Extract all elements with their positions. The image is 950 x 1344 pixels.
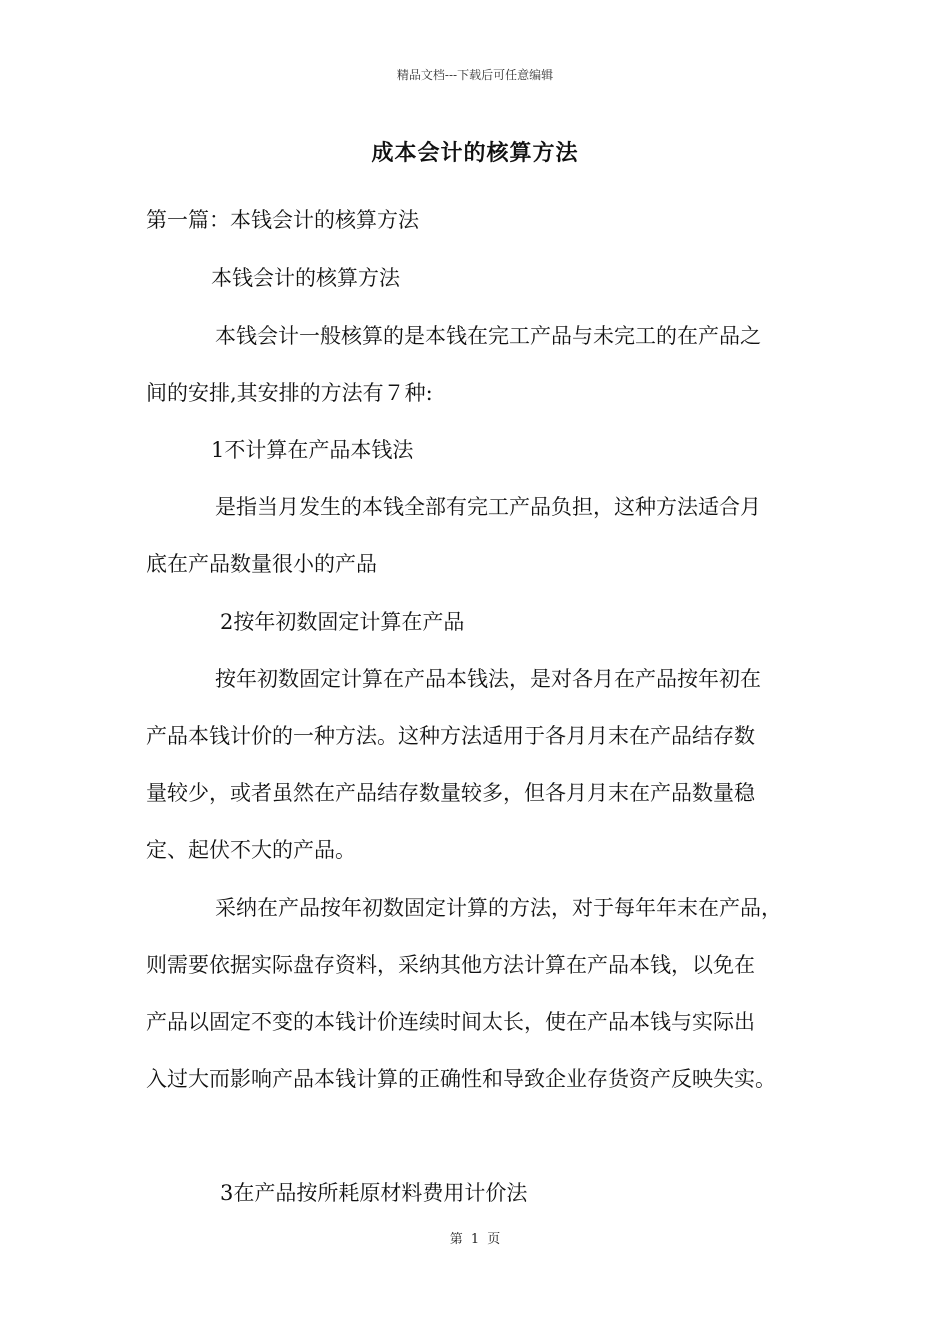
paragraph-line: 间的安排,其安排的方法有７种: <box>146 381 433 405</box>
paragraph-line: 产品本钱计价的一种方法。这种方法适用于各月月末在产品结存数 <box>146 724 755 748</box>
paragraph-line: 产品以固定不变的本钱计价连续时间太长，使在产品本钱与实际出 <box>146 1010 755 1034</box>
paragraph-line: 本钱会计一般核算的是本钱在完工产品与未完工的在产品之 <box>215 324 761 348</box>
document-title: 成本会计的核算方法 <box>371 140 579 166</box>
list-heading: 3在产品按所耗原材料费用计价法 <box>220 1181 528 1205</box>
paragraph-line: 量较少，或者虽然在产品结存数量较多，但各月月末在产品数量稳 <box>146 781 755 805</box>
paragraph-line: 入过大而影响产品本钱计算的正确性和导致企业存货资产反映失实。 <box>146 1067 776 1091</box>
page-number: 第 1 页 <box>449 1232 501 1247</box>
header-note: 精品文档---下载后可任意编辑 <box>396 68 554 82</box>
subheading: 本钱会计的核算方法 <box>211 266 400 290</box>
paragraph-line: 采纳在产品按年初数固定计算的方法，对于每年年末在产品， <box>215 896 782 920</box>
paragraph-line: 是指当月发生的本钱全部有完工产品负担，这种方法适合月 <box>215 495 761 519</box>
section-heading: 第一篇：本钱会计的核算方法 <box>146 208 419 232</box>
paragraph-line: 按年初数固定计算在产品本钱法，是对各月在产品按年初在 <box>215 667 761 691</box>
list-heading: 1不计算在产品本钱法 <box>211 438 414 462</box>
list-heading: 2按年初数固定计算在产品 <box>220 610 465 634</box>
paragraph-line: 底在产品数量很小的产品 <box>146 552 377 576</box>
paragraph-line: 定、起伏不大的产品。 <box>146 838 356 862</box>
paragraph-line: 则需要依据实际盘存资料，采纳其他方法计算在产品本钱，以免在 <box>146 953 755 977</box>
